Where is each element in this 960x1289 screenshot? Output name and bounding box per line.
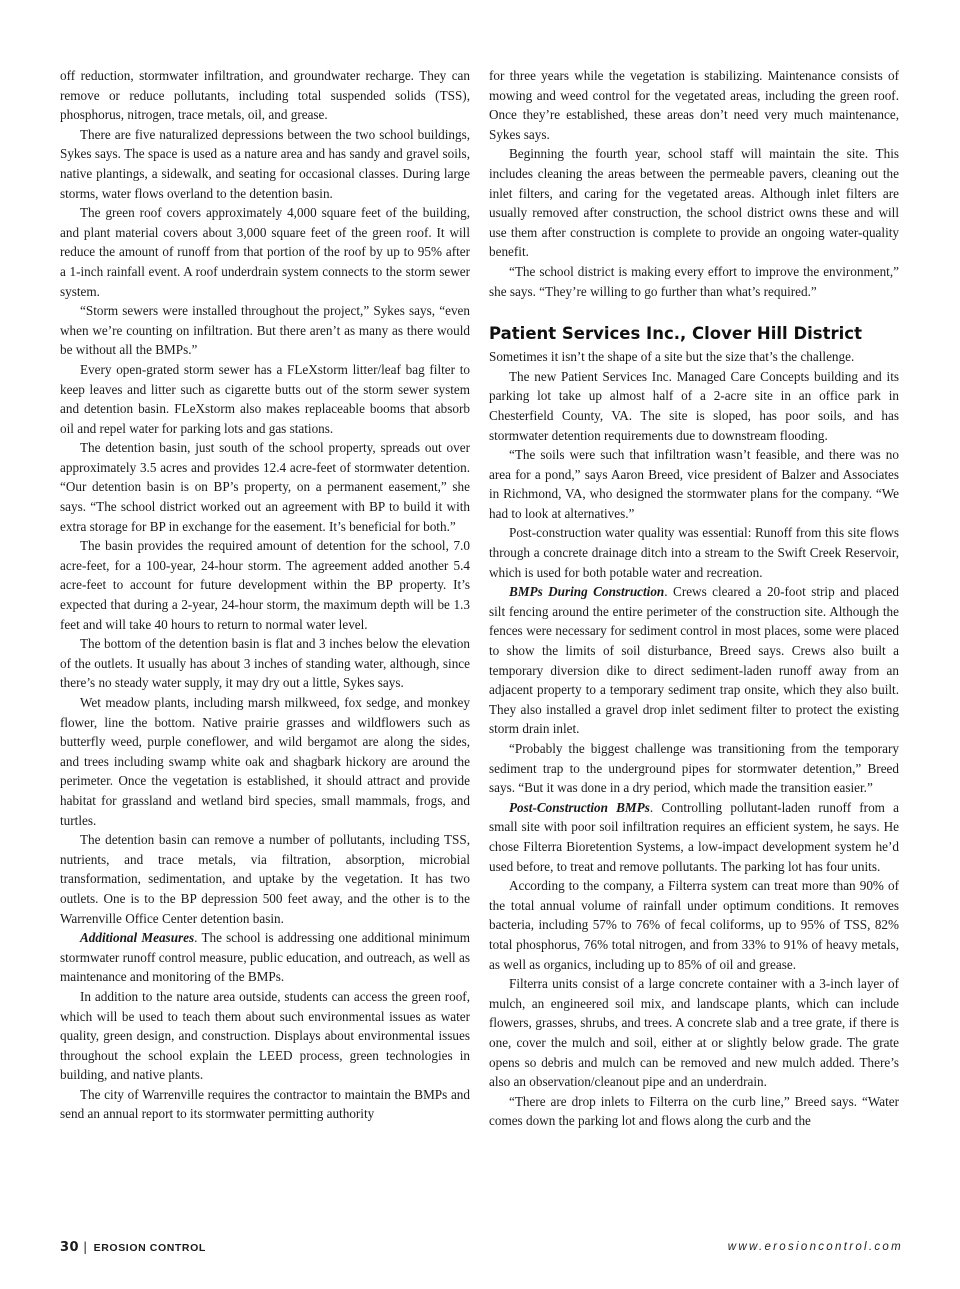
paragraph: Filterra units consist of a large concrete container with a 3-inch layer of mulch, an engineered soil mix, and landscape plants, which can include flowers, grasses, shrubs, and trees. A concrete slab and a tree grate, if there is one, cover the mulch and soil, either at or slightly below grade. The grate opens so debris and mulch can be removed and new mulch added. There’s also an observation/cleanout pipe and an underdrain. [489, 976, 899, 1090]
paragraph: “The soils were such that infiltration wasn’t feasible, and there was no area for a pond,” says Aaron Breed, vice president of Balzer and Associates in Richmond, VA, who designed the stormwater plans for the company. “We had to look at alternatives.” [489, 447, 899, 521]
paragraph: Post-construction water quality was essential: Runoff from this site flows through a concrete drainage ditch into a stream to the Swift Creek Reservoir, which is used for both potable water and recreation. [489, 525, 899, 580]
paragraph: The basin provides the required amount of detention for the school, 7.0 acre-feet, for a 100-year, 24-hour storm. The agreement added another 5.4 acre-feet to account for future development within the BP property. It’s expected that during a 2-year, 24-hour storm, the maximum depth will be 1.3 feet and will take 40 hours to return to normal water level. [60, 538, 470, 632]
paragraph: Every open-grated storm sewer has a FLeXstorm litter/leaf bag filter to keep leaves and litter such as cigarette butts out of the storm sewer system and detention basin. FLeXstorm also makes replaceable booms that absorb oil and repel water for parking lots and gas stations. [60, 361, 470, 436]
page-number: 30 [60, 1240, 80, 1255]
paragraph [489, 582, 899, 739]
section-heading: Patient Services Inc., Clover Hill District [489, 324, 862, 344]
publication-name: EROSION CONTROL [93, 1242, 206, 1254]
paragraph: Wet meadow plants, including marsh milkweed, fox sedge, and monkey flower, line the bottom. Native prairie grasses and wildflowers such as butterfly weed, purple coneflower, and wild bergamot are along the sides, and trees including swamp white oak and shagbark hickory are around the perimeter. Once the vegetation is established, it should attract and provide habitat for grassland and wetland bird species, small mammals, frogs, and turtles. [60, 695, 470, 828]
paragraph: “The school district is making every effort to improve the environment,” she says. “They’re willing to go further than what’s required.” [489, 263, 899, 299]
paragraph: The bottom of the detention basin is flat and 3 inches below the elevation of the outlets. It usually has about 3 inches of standing water, although, since there’s no steady water supply, it may dry out a little, Sykes says. [60, 636, 470, 691]
paragraph: The detention basin, just south of the school property, spreads out over approximately 3.5 acres and provides 12.4 acre-feet of stormwater detention. “Our detention basin is on BP’s property, on a permanent easement,” she says. “The school district worked out an agreement with BP to build it with extra storage for BP in exchange for the easement. It’s beneficial for both.” [60, 440, 470, 534]
paragraph-body: . The school is addressing one additional minimum stormwater runoff control measure, public education, and outreach, as well as maintenance and monitoring of the BMPs. [60, 930, 470, 985]
paragraph: There are five naturalized depressions between the two school buildings, Sykes says. The space is used as a nature area and has sandy and gravel soils, native plantings, a sidewalk, and seating for occasional classes. During large storms, water flows overland to the detention basin. [60, 126, 470, 201]
paragraph: In addition to the nature area outside, students can access the green roof, which will be used to teach them about such environmental issues as water quality, green design, and construction. Displays about environmental issues throughout the school explain the LEED process, green technologies in building, and native plants. [60, 988, 470, 1083]
subhead-lead: BMPs During Construction [509, 584, 665, 600]
paragraph: The green roof covers approximately 4,000 square feet of the building, and plant material covers about 3,000 square feet of the green roof. It will reduce the amount of runoff from that portion of the roof by up to 95% after a 1-inch rainfall event. A roof underdrain system connects to the storm sewer system. [60, 205, 470, 299]
paragraph: off reduction, stormwater infiltration, and groundwater recharge. They can remove or reduce pollutants, including total suspended solids (TSS), phosphorus, nitrogen, trace metals, oil, and grease. [60, 68, 470, 123]
paragraph: “Probably the biggest challenge was transitioning from the temporary sediment trap to the underground pipes for stormwater detention,” Breed says. “But it was done in a dry period, which made the transition easier.” [489, 741, 899, 796]
paragraph: According to the company, a Filterra system can treat more than 90% of the total annual volume of rainfall under optimum conditions. It removes bacteria, including 57% to 76% of fecal coliforms, up to 95% of TSS, 82% total phosphorus, 76% total nitrogen, and from 33% to 91% of heavy metals, as well as organics, including up to 85% of oil and grease. [489, 878, 899, 972]
paragraph: The city of Warrenville requires the contractor to maintain the BMPs and send an annual report to its stormwater permitting authority [60, 1086, 470, 1122]
website-url: www.erosioncontrol.com [727, 1241, 903, 1253]
paragraph [60, 928, 470, 987]
paragraph: The new Patient Services Inc. Managed Care Concepts building and its parking lot take up almost half of a 2-acre site in an office park in Chesterfield County, VA. The site is sloped, has poor soils, and has stormwater detention requirements due to downstream flooding. [489, 368, 899, 443]
paragraph: Sometimes it isn’t the shape of a site but the size that’s the challenge. [489, 349, 855, 365]
paragraph: Beginning the fourth year, school staff will maintain the site. This includes cleaning the areas between the permeable pavers, cleaning out the inlet filters, and caring for the vegetated areas. Although inlet filters are usually removed after construction, the school district owns these and will use them after construction is complete to provide an ongoing water-quality benefit. [489, 146, 899, 260]
page-footer [60, 1240, 903, 1260]
left-column [60, 66, 470, 1124]
subhead-lead: Post-Construction BMPs [509, 799, 650, 815]
folio [60, 1240, 206, 1255]
paragraph: “There are drop inlets to Filterra on the curb line,” Breed says. “Water comes down the parking lot and flows along the curb and the [489, 1093, 899, 1129]
paragraph: The detention basin can remove a number of pollutants, including TSS, nutrients, and trace metals, via filtration, absorption, microbial transformation, sedimentation, and uptake by the vegetation. It has two outlets. One is to the BP depression 500 feet away, and the other is to the Warrenville Office Center detention basin. [60, 832, 470, 926]
subhead-lead: Additional Measures [80, 930, 195, 946]
paragraph: for three years while the vegetation is stabilizing. Maintenance consists of mowing and weed control for the vegetated areas, including the green roof. Once they’re established, these areas don’t need very much maintenance, Sykes says. [489, 68, 899, 142]
paragraph-body: . Controlling pollutant-laden runoff from a small site with poor soil infiltration requires an efficient system, he says. He chose Filterra Bioretention Systems, a low-impact development system he’d used before, to treat and remove pollutants. The parking lot has four units. [489, 799, 899, 874]
footer-separator: | [83, 1240, 88, 1254]
paragraph: “Storm sewers were installed throughout the project,” Sykes says, “even when we’re counting on infiltration. But there aren’t as many as there would be without all the BMPs.” [60, 303, 470, 358]
right-column [489, 66, 899, 1131]
paragraph [489, 798, 899, 876]
paragraph-body: . Crews cleared a 20-foot strip and placed silt fencing around the entire perimeter of the construction site. Although the fences were necessary for sediment control in most places, some were placed to show the limits of soil disturbance, Breed says. Crews also built a temporary diversion dike to direct sediment-laden runoff away from an adjacent property to a temporary sediment trap onsite, which they also built. They also installed a gravel drop inlet sediment filter to protect the existing storm drain inlet. [489, 584, 899, 737]
